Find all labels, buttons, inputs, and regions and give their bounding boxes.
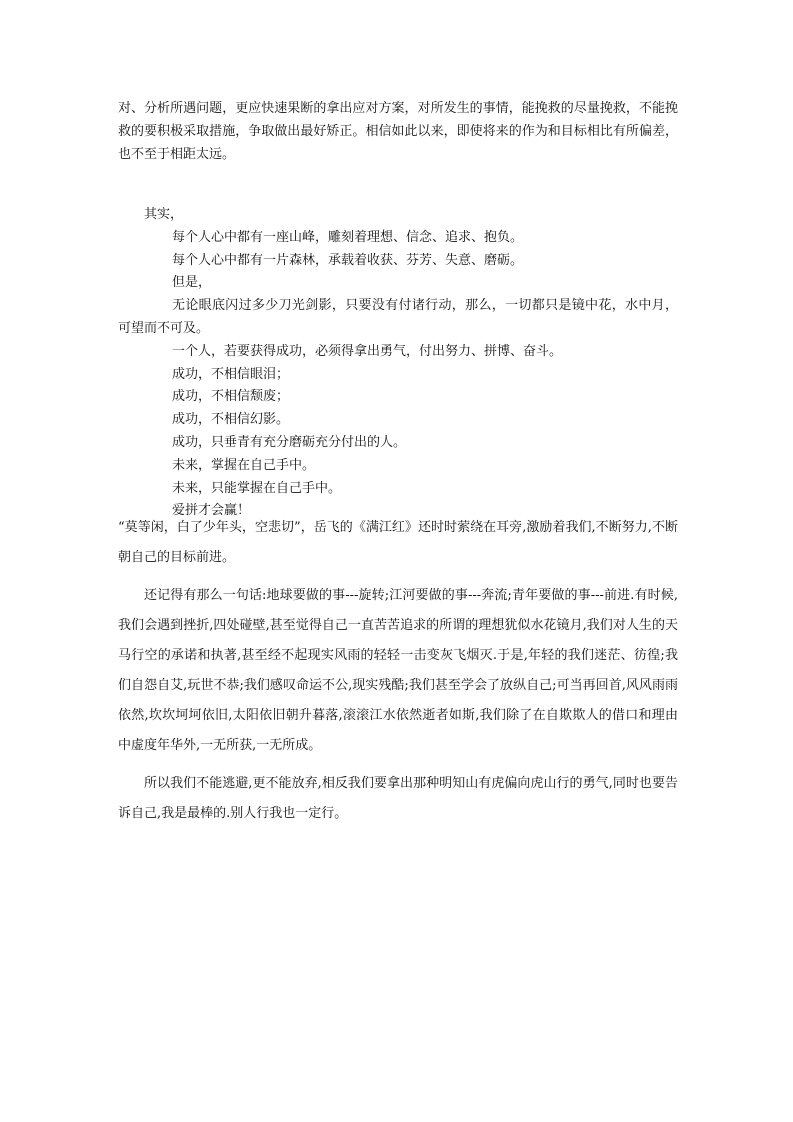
poem-lead: 其实， xyxy=(144,207,184,222)
poem-line: 成功，不相信眼泪； xyxy=(172,366,290,382)
intro-block xyxy=(118,97,678,166)
body-paragraph: “莫等闲，白了少年头，空悲切”，岳飞的《满江红》还时时萦绕在耳旁,激励着我们,不断努力,不断朝自己的目标前进。 xyxy=(118,520,678,565)
poem-line: 未来，掌握在自己手中。 xyxy=(172,457,316,473)
poem-block xyxy=(118,204,678,523)
poem-line: 成功，只垂青有充分磨砺充分付出的人。 xyxy=(172,434,407,450)
poem-line: 每个人心中都有一片森林，承载着收获、芬芳、失意、磨砺。 xyxy=(172,252,524,268)
body-paragraph: 还记得有那么一句话:地球要做的事---旋转;江河要做的事---奔流;青年要做的事---前进.有时候,我们会遇到挫折,四处碰壁,甚至觉得自己一直苦苦追求的所谓的理想犹似水花镜月,我们对人生的天马行空的承诺和执著,甚至经不起现实风雨的轻轻一击变灰飞烟灭.于是,年轻的我们迷茫、彷徨;我们自怨自艾,玩世不恭;我们感叹命运不公,现实残酷;我们甚至学会了放纵自己;可当再回首,风风雨雨依然,坎坎坷坷依旧,太阳依旧朝升暮落,滚滚江水依然逝者如斯,我们除了在自欺欺人的借口和理由中虚度年华外,一无所获,一无所成。 xyxy=(118,588,678,753)
poem-line: 爱拼才会赢！ xyxy=(172,503,251,519)
poem-line: 但是， xyxy=(172,275,212,291)
poem-line: 未来，只能掌握在自己手中。 xyxy=(172,480,342,496)
poem-line: 一个人，若要获得成功，必须得拿出勇气，付出努力、拼博、奋斗。 xyxy=(172,343,563,359)
poem-line: 无论眼底闪过多少刀光剑影，只要没有付诸行动，那么，一切都只是镜中花，水中月，可望而不可及。 xyxy=(118,298,678,336)
body-block xyxy=(118,513,678,837)
poem-line: 成功，不相信幻影。 xyxy=(172,412,290,428)
intro-paragraph: 对、分析所遇问题，更应快速果断的拿出应对方案，对所发生的事情，能挽救的尽量挽救，不能挽救的要积极采取措施，争取做出最好矫正。相信如此以来，即使将来的作为和目标相比有所偏差，也不至于相距太远。 xyxy=(118,101,678,162)
poem-line: 成功，不相信颓废； xyxy=(172,389,290,405)
poem-line: 每个人心中都有一座山峰，雕刻着理想、信念、追求、抱负。 xyxy=(172,229,524,245)
body-paragraph: 所以我们不能逃避,更不能放弃,相反我们要拿出那种明知山有虎偏向虎山行的勇气,同时也要告诉自己,我是最棒的.别人行我也一定行。 xyxy=(118,776,678,821)
